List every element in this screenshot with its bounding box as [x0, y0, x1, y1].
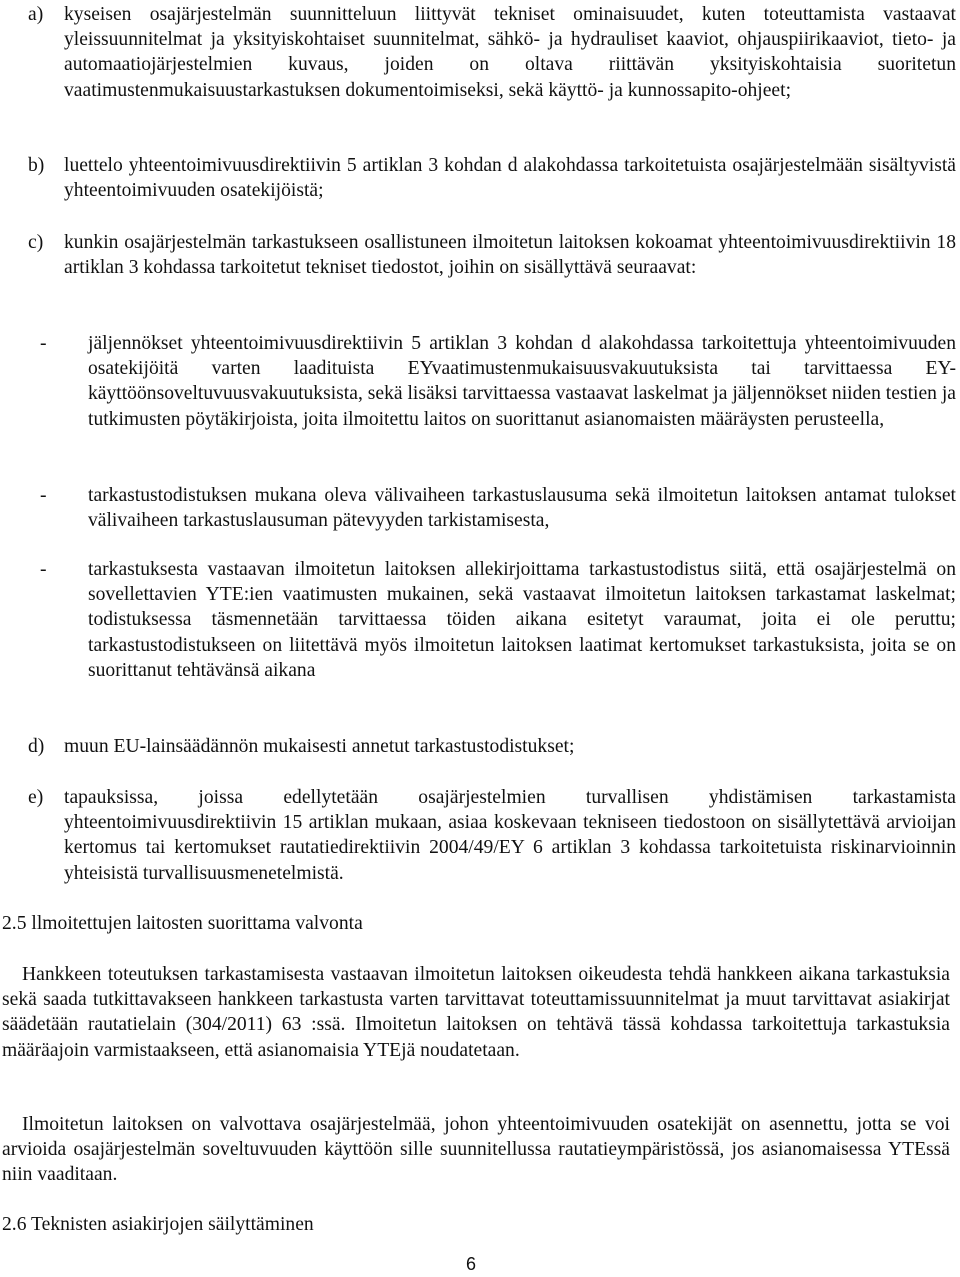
- dash-item-text: jäljennökset yhteentoimivuusdirektiivin 5 artiklan 3 kohdan d alakohdassa tarkoitettuja yhteentoimivuuden osatekijöitä varten laadituista EYvaatimustenmukaisuusvakuutuksista tai tarvittaessa EY-käyttöönsoveltuvuusvakuutuksista, sekä lisäksi tarvittaessa vastaavat laskelmat ja jäljennökset niiden testien ja tutkimusten pöytäkirjoista, joita ilmoitettu laitos on suorittanut asianomaisten määräysten perusteella,: [88, 333, 956, 430]
- dash-list-item: [40, 483, 956, 533]
- section-paragraph: [2, 1112, 950, 1188]
- dash-item-text: tarkastuksesta vastaavan ilmoitetun laitoksen allekirjoittama tarkastustodistus siitä, että osajärjestelmä on sovellettavien YTE:ien vaatimusten mukainen, sekä vastaavat ilmoitetun laitoksen tarkastamat laskelmat; todistuksessa täsmennetään tarvittaessa töiden aikana esitetyt varaumat, joita ei ole peruttu; tarkastustodistukseen on liitettävä myös ilmoitetun laitoksen laatimat kertomukset tarkastuksista, joita se on suorittanut tehtävänsä aikana: [88, 559, 956, 681]
- dash-marker: -: [40, 485, 47, 506]
- dash-item-text: tarkastustodistuksen mukana oleva välivaiheen tarkastuslausuma sekä ilmoitetun laitoksen antamat tulokset välivaiheen tarkastuslausuman pätevyyden tarkistamisesta,: [88, 485, 956, 532]
- page-number: 6: [466, 1254, 477, 1274]
- dash-marker: -: [40, 333, 47, 354]
- paragraph-text: Hankkeen toteutuksen tarkastamisesta vastaavan ilmoitetun laitoksen oikeudesta tehdä hankkeen aikana tarkastuksia sekä saada tutkittavakseen hankkeen tarkastusta varten tarvittavat toteuttamissuunnitelmat ja muut tarvittavat asiakirjat säädetään rautatielain (304/2011) 63 :ssä. Ilmoitetun laitoksen on tehtävä tässä kohdassa tarkoitettuja tarkastuksia määräajoin varmistaakseen, että asianomaisia YTEjä noudatetaan.: [2, 964, 950, 1061]
- list-item-text: muun EU-lainsäädännön mukaisesti annetut tarkastustodistukset;: [64, 736, 575, 757]
- list-item-text: luettelo yhteentoimivuusdirektiivin 5 artiklan 3 kohdan d alakohdassa tarkoitetuista osajärjestelmään sisältyvistä yhteentoimivuuden osatekijöistä;: [64, 155, 956, 202]
- list-marker: c): [28, 232, 44, 253]
- dash-list-item: [40, 331, 956, 432]
- list-item-text: kyseisen osajärjestelmän suunnitteluun liittyvät tekniset ominaisuudet, kuten toteuttamista vastaavat yleissuunnitelmat ja yksityiskohtaiset suunnitelmat, sähkö- ja hydrauliset kaaviot, ohjauspiirikaaviot, tieto- ja automaatiojärjestelmien kuvaus, joiden on oltava riittävän yksityiskohtaisia suoritetun vaatimustenmukaisuustarkastuksen dokumentoimiseksi, sekä käyttö- ja kunnossapito-ohjeet;: [64, 4, 956, 101]
- list-item-b: [28, 153, 956, 203]
- section-paragraph: [2, 962, 950, 1063]
- list-item-a: [28, 2, 956, 103]
- list-item-e: [28, 785, 956, 886]
- list-item-text: tapauksissa, joissa edellytetään osajärjestelmien turvallisen yhdistämisen tarkastamista yhteentoimivuusdirektiivin 15 artiklan mukaan, asiaa koskevaan tekniseen tiedostoon on sisällytettävä arvioijan kertomus tai kertomukset rautatiedirektiivin 2004/49/EY 6 artiklan 3 kohdassa tarkoitetuista riskinarvioinnin yhteisistä turvallisuusmenetelmistä.: [64, 787, 956, 884]
- list-marker: a): [28, 4, 44, 25]
- paragraph-text: Ilmoitetun laitoksen on valvottava osajärjestelmää, johon yhteentoimivuuden osatekijät on asennettu, jotta se voi arvioida osajärjestelmän soveltuvuuden käyttöön sille suunnitellussa rautatieympäristössä, jos asianomaisessa YTEssä niin vaaditaan.: [2, 1114, 950, 1186]
- dash-list-item: [40, 557, 956, 683]
- list-marker: b): [28, 155, 45, 176]
- list-item-d: [28, 734, 956, 759]
- section-heading-2-6: 2.6 Teknisten asiakirjojen säilyttäminen: [2, 1214, 314, 1235]
- list-marker: d): [28, 736, 45, 757]
- list-item-text: kunkin osajärjestelmän tarkastukseen osallistuneen ilmoitetun laitoksen kokoamat yhteentoimivuusdirektiivin 18 artiklan 3 kohdassa tarkoitetut tekniset tiedostot, joihin on sisällyttävä seuraavat:: [64, 232, 956, 279]
- section-heading-2-5: 2.5 llmoitettujen laitosten suorittama valvonta: [2, 913, 363, 934]
- list-item-c: [28, 230, 956, 280]
- list-marker: e): [28, 787, 44, 808]
- dash-marker: -: [40, 559, 47, 580]
